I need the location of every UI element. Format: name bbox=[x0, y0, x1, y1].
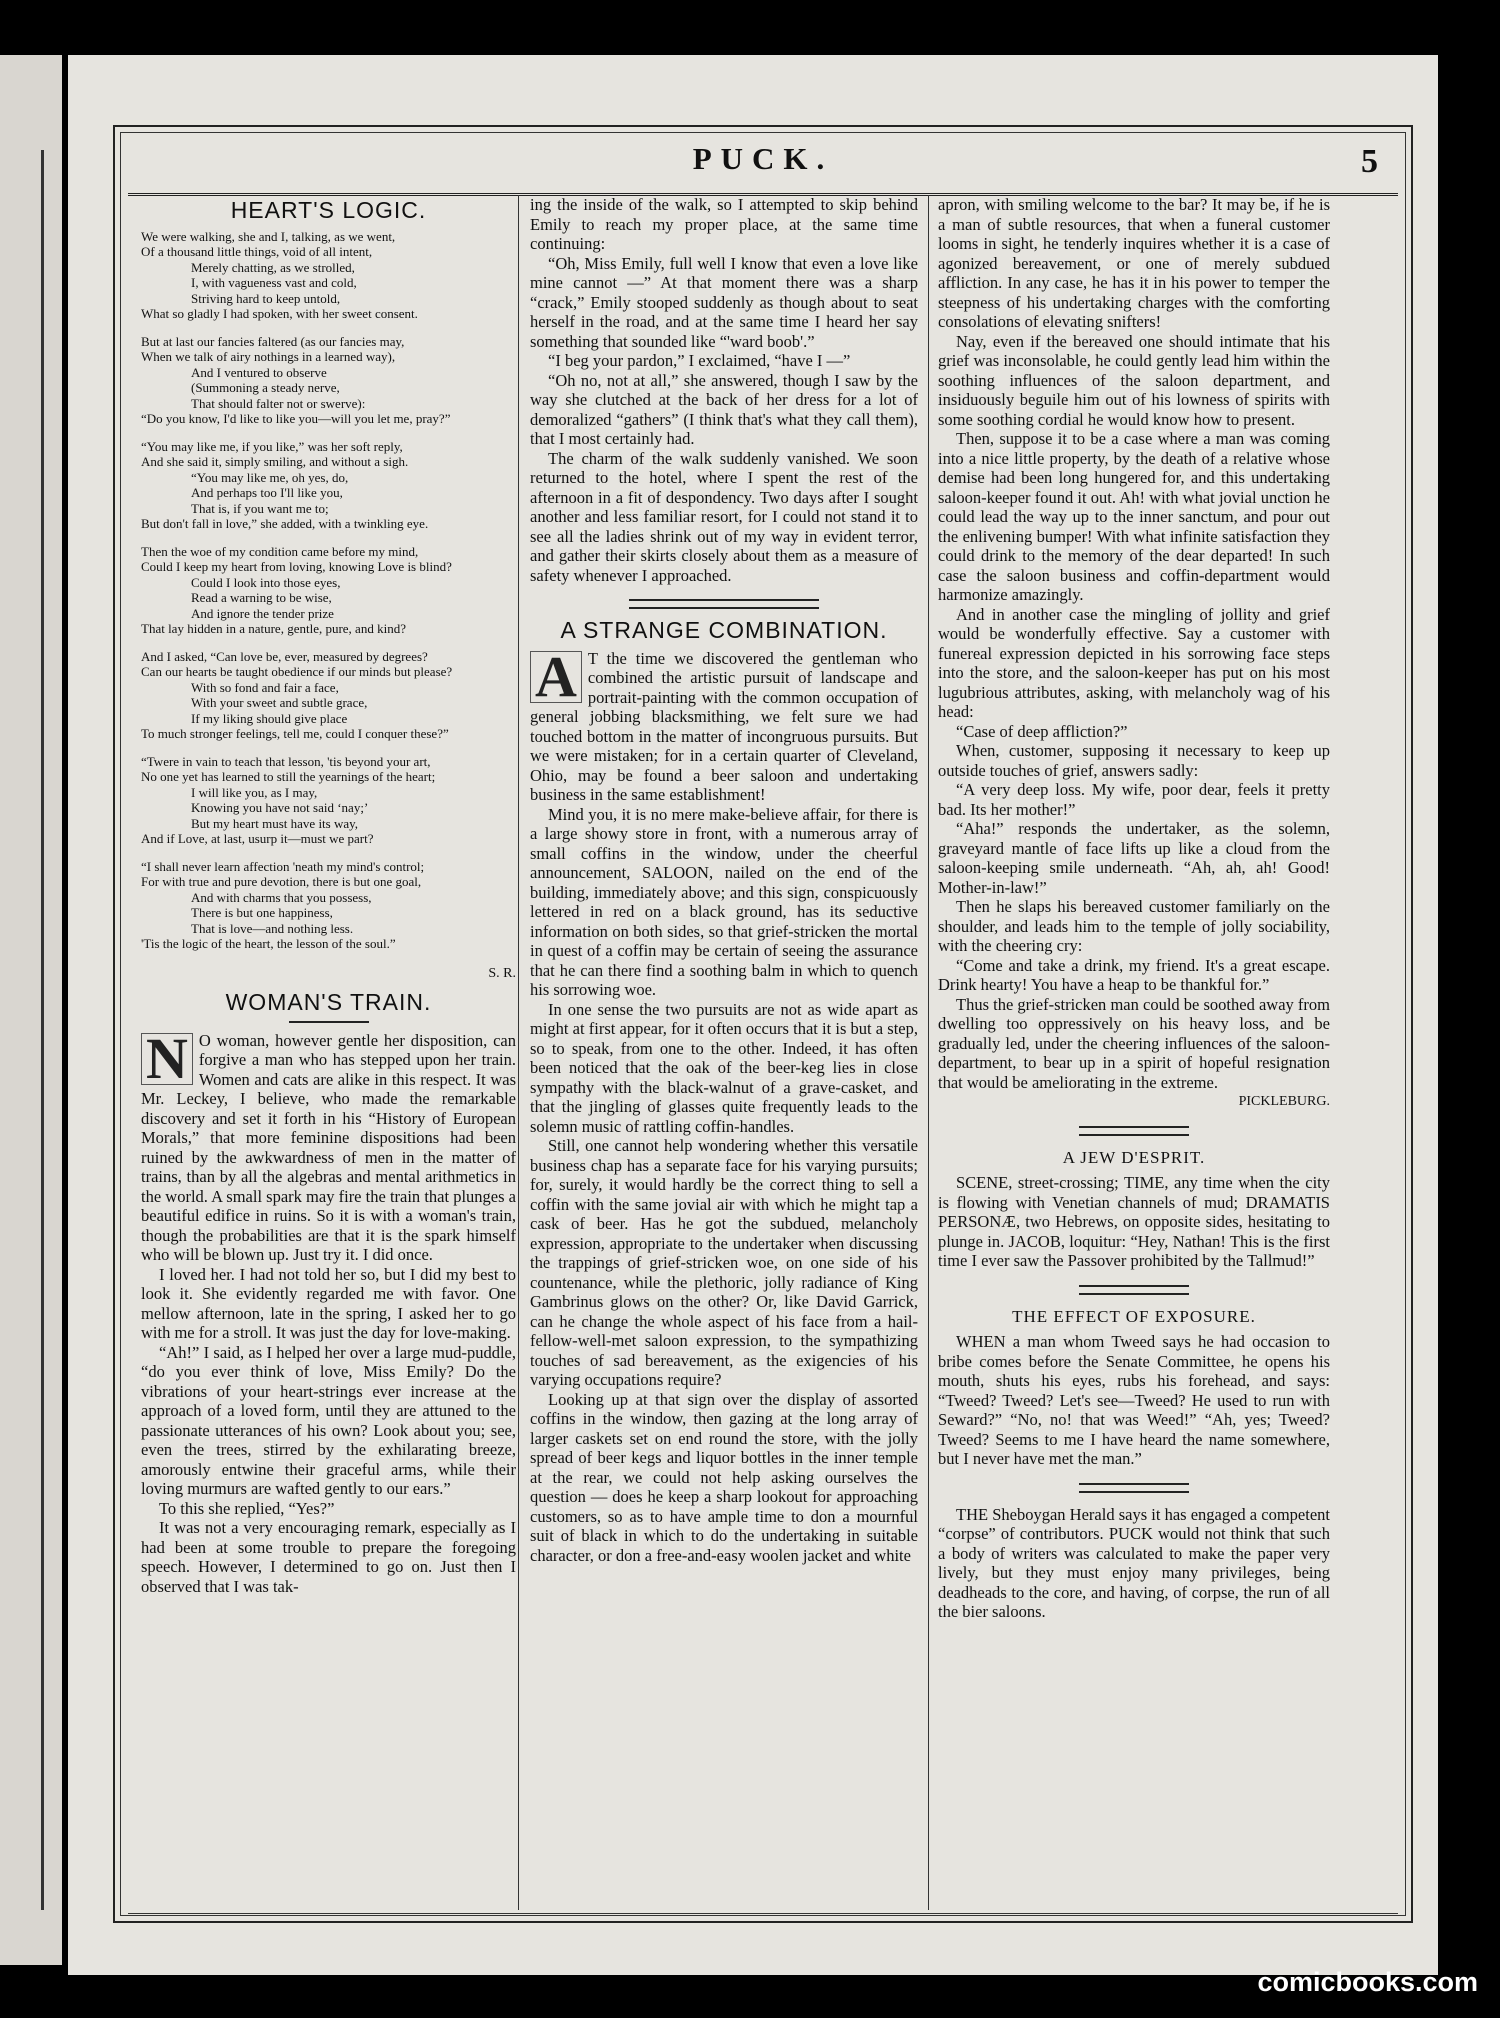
watermark: comicbooks.com bbox=[1257, 1967, 1478, 1997]
poem-stanza bbox=[141, 754, 516, 847]
heart-poem bbox=[141, 229, 516, 952]
woman-body bbox=[141, 1025, 516, 1597]
column-2 bbox=[530, 195, 918, 1565]
poem-line: Then the woe of my condition came before my mind, bbox=[141, 543, 419, 559]
poem-line: “You may like me, oh yes, do, bbox=[191, 469, 349, 485]
column-1 bbox=[141, 195, 516, 1596]
paragraph: The charm of the walk suddenly vanished. We soon returned to the hotel, where I spent the rest of the afternoon in a fit of despondency. Two days after I sought another and less familiar resort, for I could not stand it to see all the ladies shrink out of my way in evident terror, and gather their skirts closely about them as a measure of safety whenever I approached. bbox=[530, 448, 918, 585]
paragraph: In one sense the two pursuits are not as wide apart as might at first appear, for it often occurs that it is but a step, so to speak, from one to the other. Indeed, it has often been noticed that the oak of the beer-keg lies in close sympathy with the black-walnut of a grave-casket, and that the jingling of glasses quite frequently leads to the solemn music of rattling coffin-handles. bbox=[530, 999, 918, 1136]
poem-line: “Twere in vain to teach that lesson, 'tis beyond your art, bbox=[141, 753, 431, 769]
jew-title: A JEW D'ESPRIT. bbox=[1062, 1147, 1206, 1167]
paragraph: I loved her. I had not told her so, but I did my best to look it. She evidently regarded me with favor. One mellow afternoon, late in the spring, I asked her to go with me for a stroll. It was just the day for love-making. bbox=[141, 1264, 516, 1342]
poem-line: Striving hard to keep untold, bbox=[191, 290, 341, 306]
exposure-text: WHEN a man whom Tweed says he had occasion to bribe comes before the Senate Committee, he opens his mouth, shuts his eyes, rubs his forehead, and says: “Tweed? Tweed? Let's see—Tweed? He used to run with Seward?” “No, no! that was Weed!” “Ah, yes; Tweed? Tweed? Seems to me I have heard the name somewhere, but I never have met the man.” bbox=[938, 1332, 1330, 1468]
poem-line: I will like you, as I may, bbox=[191, 784, 318, 800]
poem-line: We were walking, she and I, talking, as we went, bbox=[141, 228, 396, 244]
sheboygan-text: THE Sheboygan Herald says it has engaged a competent “corpse” of contributors. PUCK would not think that such a body of writers was calculated to make the paper very lively, but they must enjoy many privileges, being deadheads to the core, and having, of corpse, the run of all the bier saloons. bbox=[938, 1504, 1330, 1621]
poem-line: “Do you know, I'd like to like you—will you let me, pray?” bbox=[141, 411, 451, 426]
poem-line: “I shall never learn affection 'neath my mind's control; bbox=[141, 858, 425, 874]
poem-line: And I ventured to observe bbox=[191, 364, 327, 380]
paragraph: Thus the grief-stricken man could be soothed away from dwelling too oppressively on his heavy loss, and be gradually led, under the cheering influences of the saloon-department, to bear up in a spirit of hopeful resignation that would be ameliorating in the extreme. bbox=[938, 994, 1330, 1092]
heart-signature: S. R. bbox=[488, 965, 516, 981]
poem-line: Merely chatting, as we strolled, bbox=[191, 259, 355, 275]
section-rule bbox=[1079, 1285, 1189, 1295]
poem-stanza bbox=[141, 229, 516, 322]
poem-line: I, with vagueness vast and cold, bbox=[191, 275, 357, 290]
poem-stanza bbox=[141, 544, 516, 637]
poem-line: “You may like me, if you like,” was her soft reply, bbox=[141, 438, 403, 454]
strange-signature: PICKLEBURG. bbox=[1238, 1094, 1330, 1109]
bottom-rule bbox=[128, 1913, 1398, 1914]
paragraph: To this she replied, “Yes?” bbox=[159, 1498, 335, 1518]
paragraph: It was not a very encouraging remark, especially as I had been at some trouble to prepare the foregoing speech. However, I determined to go on. Just then I observed that I was tak- bbox=[141, 1518, 516, 1596]
column-3 bbox=[938, 195, 1330, 1622]
poem-line: Can our hearts be taught obedience if our minds but please? bbox=[141, 664, 453, 679]
poem-line: What so gladly I had spoken, with her sweet consent. bbox=[141, 306, 418, 321]
poem-line: But at last our fancies faltered (as our fancies may, bbox=[141, 333, 405, 349]
poem-line: And if Love, at last, usurp it—must we part? bbox=[141, 831, 374, 846]
paragraph bbox=[530, 643, 918, 805]
paragraph bbox=[141, 1025, 516, 1265]
paragraph: “A very deep loss. My wife, poor dear, feels it pretty bad. Its her mother!” bbox=[938, 780, 1330, 819]
poem-line: That is love—and nothing less. bbox=[191, 920, 354, 936]
paragraph: apron, with smiling welcome to the bar? It may be, if he is a man of subtle resources, that when a funeral customer looms in sight, he tenderly inquires whether it is a case of agonized bereavement, or one of merely subdued affliction. In any case, he has it in his power to temper the steepness of his undertaking charges with the comforting consolations of elevating snifters! bbox=[938, 195, 1330, 331]
paragraph-text: O woman, however gentle her disposition, can forgive a man who has stepped upon her train. Women and cats are alike in this respect. It was Mr. Leckey, I believe, who made the remarkable discovery and set it forth in his “History of European Morals,” that more feminine dispositions had been ruined by the awkwardness of men in the matter of trains, than by all the algebras and mental arithmetics in the world. A small spark may fire the train that plunges a beautiful edifice in ruins. So it is with a woman's train, though the probabilities are that it is the spark himself who will be blown up. Just try it. I did once. bbox=[141, 1030, 516, 1264]
poem-line: And with charms that you possess, bbox=[191, 889, 372, 905]
masthead-title: PUCK. bbox=[692, 141, 834, 176]
page-number: 5 bbox=[1361, 143, 1378, 180]
heart-title: HEART'S LOGIC. bbox=[230, 197, 427, 223]
poem-stanza bbox=[141, 439, 516, 532]
paragraph: Mind you, it is no mere make-believe affair, for there is a large showy store in front, with a numerous array of small coffins in the window, under the cheerful announcement, SALOON, nailed on the end of the building, immediately above; and this sign, conspicuously lettered in red on a black ground, has its seductive information on both sides, so that grief-stricken the mortal in quest of a coffin may be certain of seeing the assurance that he can there find a soothing balm in which to quench his sorrowing woe. bbox=[530, 804, 918, 999]
section-rule bbox=[1079, 1126, 1189, 1136]
poem-line: Read a warning to be wise, bbox=[191, 590, 332, 605]
strange-body bbox=[530, 643, 918, 1566]
poem-line: And she said it, simply smiling, and without a sigh. bbox=[141, 454, 409, 469]
poem-line: That is, if you want me to; bbox=[191, 500, 329, 516]
poem-line: No one yet has learned to still the yearnings of the heart; bbox=[141, 769, 436, 784]
paragraph: Still, one cannot help wondering whether this versatile business chap has a separate face for his varying pursuits; for, surely, it would hardly be the correct thing to sell a coffin with the same jovial air with which he might tap a cask of beer. Has he got the subdued, melancholy expression, appropriate to the undertaker when discussing the trappings of grief-stricken woe, on one side of his countenance, while the plethoric, jolly radiance of King Gambrinus glows on the other? Or, like David Garrick, can he change the whole aspect of his face from a hail-fellow-well-met saloon expression, to the sympathizing touches of sad bereavement, as the exigencies of his varying occupations require? bbox=[530, 1136, 918, 1389]
paragraph: “Ah!” I said, as I helped her over a large mud-puddle, “do you ever think of love, Miss Emily? Do the vibrations of your heart-strings ever increase at the approach of a loved form, until they are attuned to the passionate utterances of his own? Look about you; see, even the trees, stirred by the exhilarating breeze, amorously entwine their graceful arms, while their loving murmurs are wafted gently to our ears.” bbox=[141, 1342, 516, 1498]
poem-line: And perhaps too I'll like you, bbox=[191, 485, 343, 500]
poem-stanza bbox=[141, 859, 516, 952]
paragraph-text: T the time we discovered the gentleman who combined the artistic pursuit of landscape and portrait-painting with the common occupation of general jobbing blacksmithing, we felt sure we had touched bottom in the matter of incongruous pursuits. But we were mistaken; for in a certain quarter of Cleveland, Ohio, may be found a beer saloon and undertaking business in the same establishment! bbox=[530, 648, 918, 804]
paragraph: And in another case the mingling of jollity and grief would be wonderfully effective. Say a customer with funereal expression depicted in his sorrowing face steps into the store, and the saloon-keeper has put on his most lugubrious attributes, asking, with melancholy wag of his head: bbox=[938, 604, 1330, 721]
poem-line: With your sweet and subtle grace, bbox=[191, 695, 368, 710]
poem-line: Of a thousand little things, void of all intent, bbox=[141, 244, 373, 259]
column-divider bbox=[928, 195, 929, 1910]
paragraph: When, customer, supposing it necessary to keep up outside touches of grief, answers sadly: bbox=[938, 741, 1330, 780]
poem-line: Could I look into those eyes, bbox=[191, 574, 341, 590]
woman-title: WOMAN'S TRAIN. bbox=[225, 989, 432, 1015]
strange-title: A STRANGE COMBINATION. bbox=[560, 617, 888, 643]
paragraph: “Aha!” responds the undertaker, as the solemn, graveyard mantle of face lifts up like a cloud from the saloon-keeping smile underneath. “Ah, ah, ah! Good! Mother-in-law!” bbox=[938, 819, 1330, 897]
paragraph: “Come and take a drink, my friend. It's a great escape. Drink hearty! You have a heap to be thankful for.” bbox=[938, 955, 1330, 994]
paragraph: Then he slaps his bereaved customer familiarly on the shoulder, and leads him to the temple of jolly sociability, with the cheering cry: bbox=[938, 897, 1330, 955]
paragraph: “Oh no, not at all,” she answered, though I saw by the way she clutched at the back of her dress for a lot of demoralized “gathers” (I think that's what they call them), that I most certainly had. bbox=[530, 370, 918, 448]
drop-cap: A bbox=[530, 651, 582, 703]
section-rule bbox=[1079, 1483, 1189, 1493]
poem-line: That lay hidden in a nature, gentle, pure, and kind? bbox=[141, 621, 406, 636]
drop-cap: N bbox=[141, 1033, 193, 1085]
jew-text: SCENE, street-crossing; TIME, any time when the city is flowing with Venetian channels of mud; DRAMATIS PERSONÆ, two Hebrews, on opposite sides, hesitating to plunge in. JACOB, loquitur: “Hey, Nathan! This is the first time I ever saw the Passover prohibited by the Tallmud!” bbox=[938, 1173, 1330, 1270]
title-rule bbox=[289, 1021, 369, 1023]
paragraph: “I beg your pardon,” I exclaimed, “have I —” bbox=[548, 351, 851, 370]
poem-stanza bbox=[141, 334, 516, 427]
woman-continuation bbox=[530, 195, 918, 585]
masthead bbox=[128, 135, 1398, 197]
poem-line: And I asked, “Can love be, ever, measured by degrees? bbox=[141, 648, 428, 664]
poem-line: If my liking should give place bbox=[191, 710, 348, 726]
poem-line: With so fond and fair a face, bbox=[191, 679, 339, 695]
paragraph: Then, suppose it to be a case where a man was coming into a nice little property, by the death of a relative whose demise had been long hungered for, and this undertaking saloon-keeper found it out. Ah! with what jovial unction he could lead the way up to the inner sanctum, and pour out the enlivening bumper! With what infinite satisfaction they could drink to the memory of the dear departed! In such case the saloon business and coffin-department would harmonize amazingly. bbox=[938, 429, 1330, 604]
poem-line: There is but one happiness, bbox=[191, 905, 333, 920]
strange-continuation bbox=[938, 195, 1330, 1092]
paragraph: ing the inside of the walk, so I attempted to skip behind Emily to reach my proper place, at the same time continuing: bbox=[530, 195, 918, 253]
poem-line: For with true and pure devotion, there is but one goal, bbox=[141, 874, 422, 889]
poem-line: Could I keep my heart from loving, knowing Love is blind? bbox=[141, 559, 452, 574]
poem-stanza bbox=[141, 649, 516, 742]
poem-line: Knowing you have not said ‘nay;’ bbox=[191, 800, 369, 815]
poem-line: When we talk of airy nothings in a learned way), bbox=[141, 349, 396, 364]
paragraph: “Oh, Miss Emily, full well I know that even a love like mine cannot —” At that moment there was a sharp “crack,” Emily stooped suddenly as though about to seat herself in the road, and at the same time I heard her say something that sounded like “'ward boob'.” bbox=[530, 253, 918, 351]
poem-line: But my heart must have its way, bbox=[191, 815, 359, 831]
poem-line: To much stronger feelings, tell me, could I conquer these?” bbox=[141, 726, 449, 741]
poem-line: But don't fall in love,” she added, with a twinkling eye. bbox=[141, 516, 429, 531]
column-divider bbox=[518, 195, 519, 1910]
exposure-title: THE EFFECT OF EXPOSURE. bbox=[1012, 1306, 1256, 1326]
adjacent-page-border bbox=[41, 150, 44, 1910]
poem-line: And ignore the tender prize bbox=[191, 605, 334, 621]
poem-line: 'Tis the logic of the heart, the lesson of the soul.” bbox=[141, 936, 396, 951]
newspaper-page bbox=[68, 55, 1438, 1975]
paragraph: Nay, even if the bereaved one should intimate that his grief was inconsolable, he could gently lead him within the soothing influences of the saloon department, and insiduously beguile him out of his lowness of spirits with some soothing cordial he would know how to present. bbox=[938, 331, 1330, 429]
section-rule bbox=[629, 599, 819, 609]
paragraph: “Case of deep affliction?” bbox=[956, 721, 1128, 741]
poem-line: (Summoning a steady nerve, bbox=[191, 380, 340, 395]
poem-line: That should falter not or swerve): bbox=[191, 395, 366, 411]
adjacent-page-edge bbox=[0, 55, 62, 1965]
paragraph: Looking up at that sign over the display of assorted coffins in the window, then gazing at the long array of larger caskets set on end round the store, with the jolly spread of beer kegs and liquor bottles in the inner temple at the rear, we could not help asking ourselves the question — does he keep a sharp lookout for approaching customers, so as to have ample time to don a mournful suit of black in which to do the undertaking in suitable character, or don a free-and-easy woolen jacket and white bbox=[530, 1389, 918, 1565]
